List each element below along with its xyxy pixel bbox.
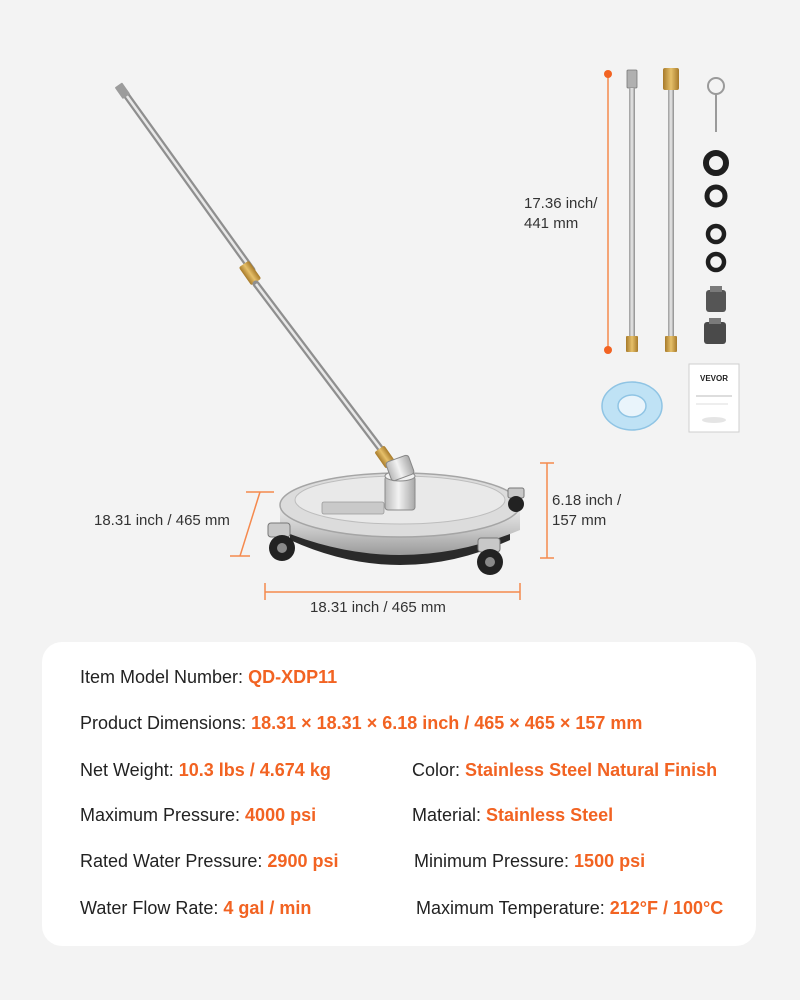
caster-wheel-back	[508, 488, 524, 512]
spec-label: Net Weight:	[80, 760, 174, 780]
spec-label: Rated Water Pressure:	[80, 851, 263, 871]
spec-dimensions	[80, 711, 642, 735]
diameter-side-label: 18.31 inch / 465 mm	[94, 512, 230, 529]
spec-net-weight	[80, 758, 331, 782]
surface-cleaner	[268, 454, 524, 575]
o-rings	[706, 153, 726, 270]
spec-max-pressure	[80, 803, 316, 827]
spec-value: QD-XDP11	[248, 667, 338, 687]
diameter-bottom-label: 18.31 inch / 465 mm	[310, 599, 446, 616]
cleaning-pin	[708, 78, 724, 132]
spec-label: Maximum Temperature:	[416, 898, 605, 918]
spec-max-temperature	[416, 896, 723, 920]
spec-label: Material:	[412, 805, 482, 825]
nozzles	[704, 286, 726, 344]
caster-wheel-right	[477, 538, 503, 575]
rod-length-label: 17.36 inch/ 441 mm	[524, 195, 598, 232]
spec-label: Maximum Pressure:	[80, 805, 241, 825]
extension-rod-2	[663, 68, 679, 352]
spec-min-pressure	[414, 849, 645, 873]
spec-value: Stainless Steel Natural Finish	[465, 760, 718, 780]
manual-brand: VEVOR	[700, 374, 729, 383]
spec-value: 212°F / 100°C	[609, 898, 724, 918]
spec-label: Water Flow Rate:	[80, 898, 219, 918]
teflon-tape	[602, 382, 662, 430]
height-label: 6.18 inch / 157 mm	[552, 492, 622, 529]
spec-color	[412, 758, 717, 782]
spec-flow-rate	[80, 896, 311, 920]
spec-value: Stainless Steel	[486, 805, 614, 825]
user-manual	[689, 364, 739, 432]
spec-material	[412, 803, 613, 827]
dimension-dot-bottom	[604, 346, 612, 354]
spec-model-number	[80, 665, 337, 689]
spec-label: Item Model Number:	[80, 667, 244, 687]
spec-value: 4 gal / min	[223, 898, 312, 918]
spec-label: Product Dimensions:	[80, 713, 247, 733]
spec-value: 10.3 lbs / 4.674 kg	[178, 760, 331, 780]
spec-label: Color:	[412, 760, 461, 780]
spec-rated-pressure	[80, 849, 338, 873]
wand	[115, 82, 396, 468]
spec-value: 1500 psi	[574, 851, 646, 871]
extension-rod-1	[626, 70, 638, 352]
spec-value: 2900 psi	[267, 851, 339, 871]
dimension-dot-top	[604, 70, 612, 78]
spec-label: Minimum Pressure:	[414, 851, 570, 871]
spec-value: 4000 psi	[245, 805, 317, 825]
spec-value: 18.31 × 18.31 × 6.18 inch / 465 × 465 × 157 mm	[251, 713, 643, 733]
